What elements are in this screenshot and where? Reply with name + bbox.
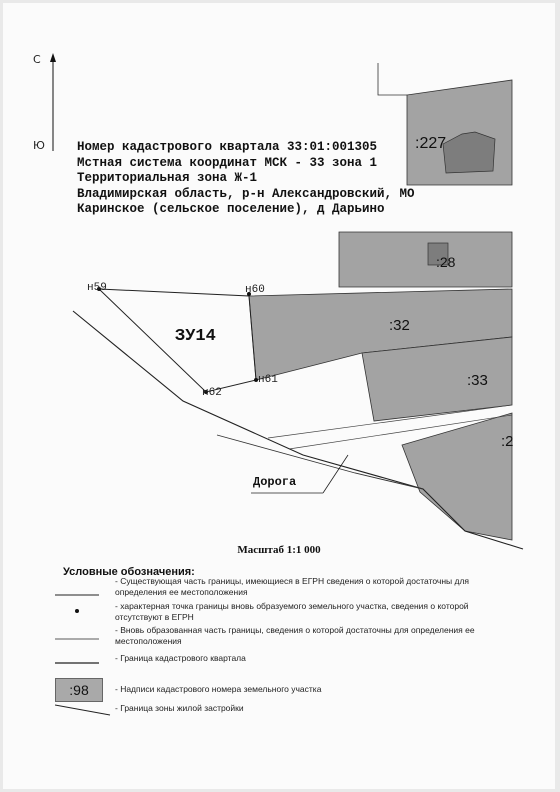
territorial-zone: Территориальная зона Ж-1 <box>77 171 258 186</box>
legend-item-existing-boundary: - Существующая часть границы, имеющиеся в ЕГРН сведения о которой достаточны для определения ее местоположения <box>115 576 470 597</box>
legend-item-parcel-number: - Надписи кадастрового номера земельного участка <box>115 684 322 694</box>
road-leader <box>323 455 348 493</box>
north-arrow <box>33 53 59 153</box>
road-line <box>217 435 423 489</box>
parcel-28 <box>339 232 512 287</box>
parcel-number-badge: :98 <box>55 678 103 702</box>
point-label-n60: н60 <box>245 284 265 296</box>
point-label-n62: н62 <box>202 387 222 399</box>
legend-item-new-point: - характерная точка границы вновь образуемого земельного участка, сведения о которой отсутствуют в ЕГРН <box>115 601 469 622</box>
parcel-2 <box>402 413 512 540</box>
south-label: Ю <box>33 139 45 152</box>
legend-item-new-boundary: - Вновь образованная часть границы, сведения о которой достаточны для определения ее местоположения <box>115 625 475 646</box>
parcel-label-2: :2 <box>501 433 514 450</box>
plan-sheet <box>3 3 555 789</box>
new-parcel-label: ЗУ14 <box>175 327 216 346</box>
legend-item-residential-zone: - Граница зоны жилой застройки <box>115 703 244 713</box>
legend-item-quarter-boundary: - Граница кадастрового квартала <box>115 653 246 663</box>
road-label: Дорога <box>253 475 297 489</box>
scale-label: Масштаб 1:1 000 <box>237 544 321 556</box>
parcel-label-28: :28 <box>436 254 456 270</box>
address-line-1: Владимирская область, р-н Александровский, МО <box>77 186 415 201</box>
parcel-label-32: :32 <box>389 317 410 334</box>
point-label-n61: н61 <box>258 374 278 386</box>
address-line-2: Каринское (сельское поселение), д Дарьино <box>77 202 385 217</box>
point-label-n59: н59 <box>87 282 107 294</box>
plan-info <box>77 140 415 218</box>
north-label: С <box>33 53 41 66</box>
parcel-label-227: :227 <box>415 135 447 152</box>
parcel-label-33: :33 <box>467 372 488 389</box>
legend-title: Условные обозначения: <box>63 566 195 578</box>
cadastral-quarter: Номер кадастрового квартала 33:01:001305 <box>77 140 378 154</box>
coordinate-system: Мстная система координат МСК - 33 зона 1 <box>77 155 378 170</box>
cadastral-map <box>3 3 555 563</box>
parcel-227-boundary <box>378 63 407 95</box>
north-arrow-icon <box>47 53 59 153</box>
